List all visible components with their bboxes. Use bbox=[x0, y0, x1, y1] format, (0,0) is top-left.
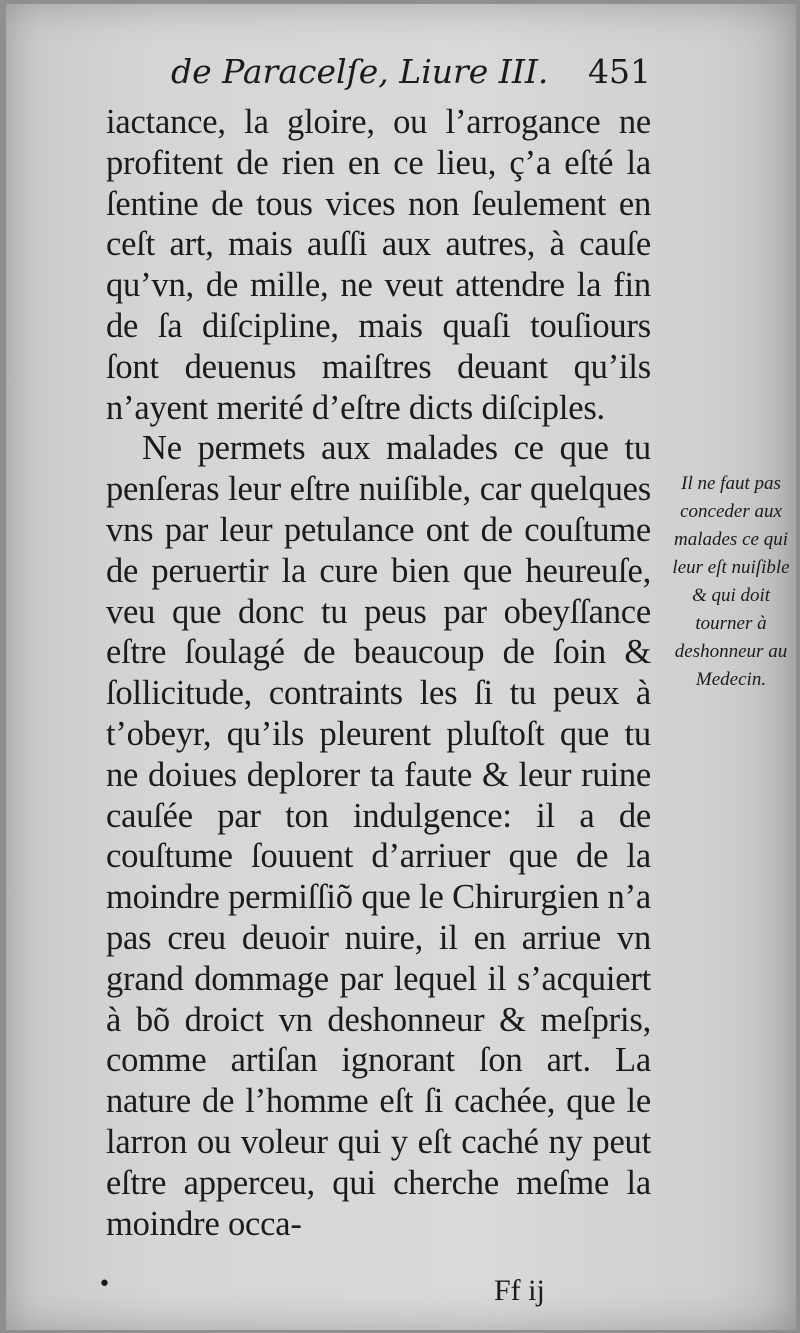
paragraph-continuation: iactance, la gloire, ou l’arrogance ne profitent de rien en ce lieu, ç’a eſté la ſentine de tous vices non ſeulement en ceſt art, mais auſſi aux autres, à cauſe qu’vn, de mille, ne veut attendre la fin de ſa diſcipline, mais quaſi touſiours ſont deuenus maiſtres deuant qu’ils n’ayent merité d’eſtre dicts diſciples. bbox=[106, 103, 651, 427]
paragraph: Ne permets aux malades ce que tu penſeras leur eſtre nuiſible, car quelques vns par leur petulance ont de couſtume de peruertir la cure bien que heureuſe, veu que donc tu peus par obeyſſance eſtre ſoulagé de beaucoup de ſoin & ſollicitude, contraints les ſi tu peux à t’obeyr, qu’ils pleurent pluſtoſt que tu ne doiues deplorer ta faute & leur ruine cauſée par ton indulgence: il a de couſtume ſouuent d’arriuer que de la moindre permiſſiõ que le Chirurgien n’a pas creu deuoir nuire, il en arriue vn grand dommage par lequel il s’acquiert à bõ droict vn deshonneur & meſpris, comme artiſan ignorant ſon art. La nature de l’homme eſt ſi cachée, que le larron ou voleur qui y eſt caché ny peut eſtre apperceu, qui cherche meſme la moindre occa- bbox=[106, 429, 651, 1243]
book-page bbox=[6, 4, 796, 1330]
page-number: 451 bbox=[588, 52, 651, 91]
running-title: de Paracelſe, Liure III. bbox=[171, 52, 549, 91]
margin-note: Il ne faut pas conceder aux malades ce qui leur eſt nuiſible & qui doit tourner à deshonneur au Medecin. bbox=[672, 473, 790, 690]
signature-mark: Ff ij bbox=[494, 1274, 545, 1307]
body-text bbox=[106, 102, 651, 1244]
bullet-mark: • bbox=[98, 1272, 111, 1297]
running-head bbox=[171, 52, 651, 102]
